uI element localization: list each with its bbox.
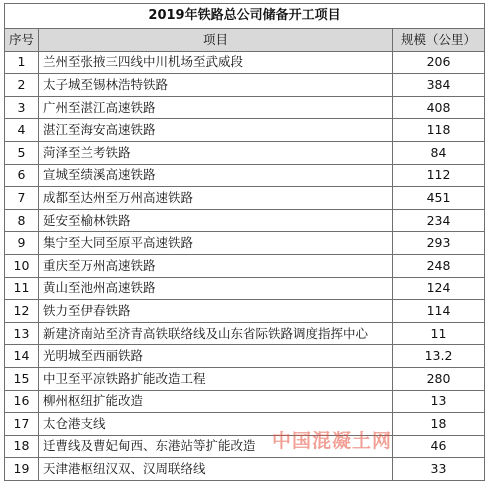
- table-row: [5, 164, 485, 187]
- cell-name: 延安至榆林铁路: [39, 209, 393, 232]
- cell-name: 广州至湛江高速铁路: [39, 96, 393, 119]
- cell-no: 13: [5, 322, 39, 345]
- cell-km: 46: [393, 435, 485, 458]
- cell-no: 6: [5, 164, 39, 187]
- table-row: [5, 277, 485, 300]
- table-row: [5, 96, 485, 119]
- cell-km: 234: [393, 209, 485, 232]
- cell-km: 18: [393, 413, 485, 436]
- cell-no: 14: [5, 345, 39, 368]
- cell-name: 兰州至张掖三四线中川机场至武威段: [39, 51, 393, 74]
- table-row: [5, 390, 485, 413]
- cell-no: 17: [5, 413, 39, 436]
- table-row: [5, 367, 485, 390]
- cell-no: 11: [5, 277, 39, 300]
- table-row: [5, 51, 485, 74]
- cell-name: 光明城至西丽铁路: [39, 345, 393, 368]
- cell-name: 菏泽至兰考铁路: [39, 141, 393, 164]
- cell-name: 太子城至锡林浩特铁路: [39, 74, 393, 97]
- cell-no: 3: [5, 96, 39, 119]
- cell-name: 湛江至海安高速铁路: [39, 119, 393, 142]
- cell-km: 248: [393, 254, 485, 277]
- table-row: [5, 141, 485, 164]
- cell-no: 4: [5, 119, 39, 142]
- table-row: [5, 322, 485, 345]
- cell-km: 112: [393, 164, 485, 187]
- cell-name: 新建济南站至济青高铁联络线及山东省际铁路调度指挥中心: [39, 322, 393, 345]
- cell-km: 114: [393, 300, 485, 323]
- cell-km: 206: [393, 51, 485, 74]
- cell-km: 124: [393, 277, 485, 300]
- cell-no: 1: [5, 51, 39, 74]
- cell-no: 5: [5, 141, 39, 164]
- table-row: [5, 187, 485, 210]
- cell-km: 118: [393, 119, 485, 142]
- table-row: [5, 232, 485, 255]
- cell-no: 18: [5, 435, 39, 458]
- spreadsheet: [4, 3, 484, 481]
- table-row: [5, 458, 485, 481]
- cell-no: 16: [5, 390, 39, 413]
- cell-km: 84: [393, 141, 485, 164]
- cell-km: 384: [393, 74, 485, 97]
- header-name: 项目: [39, 29, 393, 52]
- cell-no: 19: [5, 458, 39, 481]
- cell-km: 13: [393, 390, 485, 413]
- cell-no: 15: [5, 367, 39, 390]
- watermark-text: 中国混凝土网: [272, 430, 393, 452]
- table-row: [5, 74, 485, 97]
- cell-no: 2: [5, 74, 39, 97]
- cell-name: 天津港枢纽汉双、汉周联络线: [39, 458, 393, 481]
- cell-no: 10: [5, 254, 39, 277]
- table-row: [5, 435, 485, 458]
- table-row: [5, 345, 485, 368]
- table-row: [5, 254, 485, 277]
- table-title: 2019年铁路总公司储备开工项目: [5, 4, 485, 29]
- cell-name: 成都至达州至万州高速铁路: [39, 187, 393, 210]
- cell-km: 11: [393, 322, 485, 345]
- cell-no: 12: [5, 300, 39, 323]
- header-km: 规模（公里）: [393, 29, 485, 52]
- cell-km: 408: [393, 96, 485, 119]
- cell-km: 293: [393, 232, 485, 255]
- projects-table: [4, 3, 485, 481]
- table-row: [5, 413, 485, 436]
- cell-km: 13.2: [393, 345, 485, 368]
- cell-name: 中卫至平凉铁路扩能改造工程: [39, 367, 393, 390]
- cell-no: 8: [5, 209, 39, 232]
- cell-km: 33: [393, 458, 485, 481]
- cell-name: 太仓港支线: [39, 413, 393, 436]
- table-body: [5, 51, 485, 480]
- header-no: 序号: [5, 29, 39, 52]
- cell-name: 柳州枢纽扩能改造: [39, 390, 393, 413]
- cell-no: 7: [5, 187, 39, 210]
- table-row: [5, 209, 485, 232]
- cell-km: 451: [393, 187, 485, 210]
- cell-km: 280: [393, 367, 485, 390]
- cell-name: 铁力至伊春铁路: [39, 300, 393, 323]
- cell-name: 迁曹线及曹妃甸西、东港站等扩能改造: [39, 435, 393, 458]
- table-row: [5, 300, 485, 323]
- cell-no: 9: [5, 232, 39, 255]
- cell-name: 宣城至绩溪高速铁路: [39, 164, 393, 187]
- table-row: [5, 119, 485, 142]
- cell-name: 重庆至万州高速铁路: [39, 254, 393, 277]
- cell-name: 集宁至大同至原平高速铁路: [39, 232, 393, 255]
- cell-name: 黄山至池州高速铁路: [39, 277, 393, 300]
